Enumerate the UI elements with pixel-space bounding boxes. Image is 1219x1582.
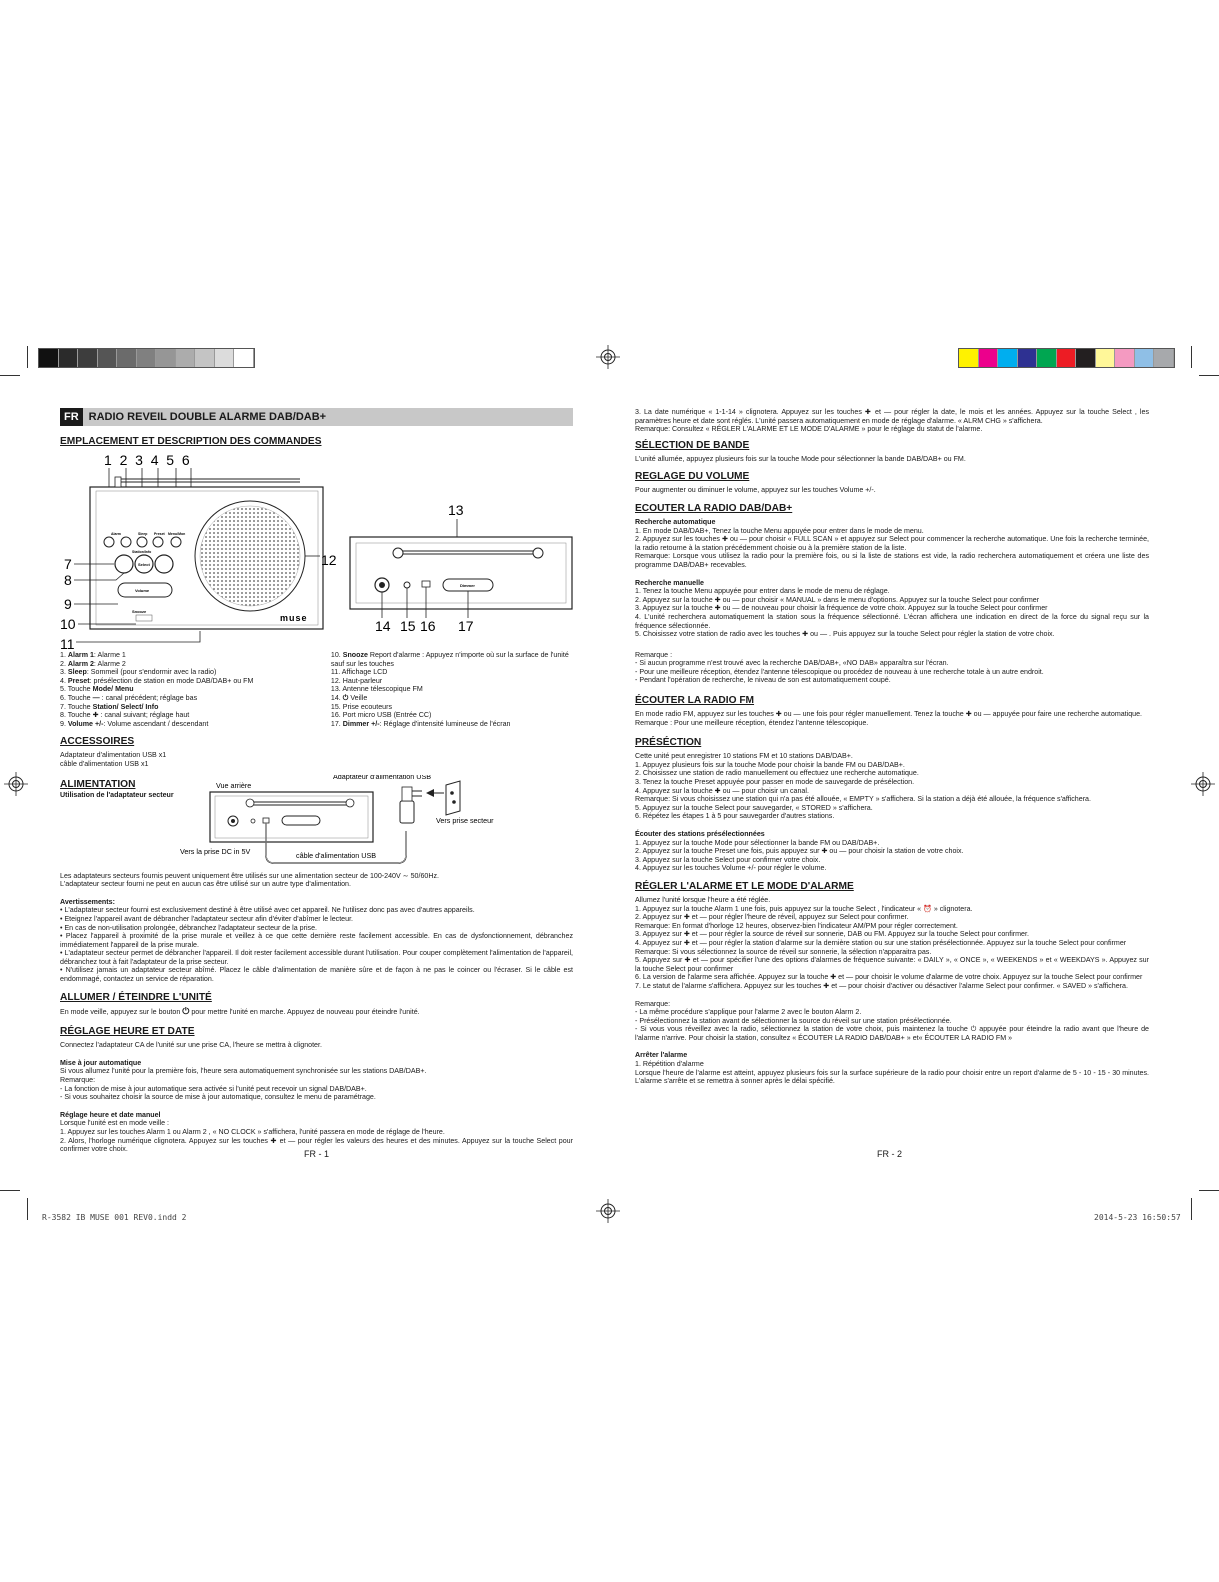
text-line: En mode radio FM, appuyez sur les touches ✚ ou — une fois pour régler manuellement. Tenez la touche ✚ ou — appuyée pour faire une recherche automatique.	[635, 710, 1143, 719]
power-icon: ⏻	[182, 1005, 190, 1016]
svg-text:15: 15	[400, 618, 416, 634]
text-line: • L'adaptateur secteur fourni est exclusivement destiné à être utilisé avec cet appareil. Ne l'utilisez donc pas avec d'autres appareils.	[60, 906, 475, 915]
warnings-list	[60, 906, 573, 983]
color-swatch	[979, 349, 999, 367]
controls-list-left	[60, 651, 323, 728]
fm-heading: ÉCOUTER LA RADIO FM	[635, 695, 755, 707]
text-line: Remarque: Si vous sélectionnez la source de réveil sur sonnerie, la sélection n'apparaitra pas.	[635, 947, 932, 956]
text-line: Remarque: Lorsque vous utilisez la radio pour la première fois, ou si la liste de stations est vide, la radio recherchera automatiquement et créera une liste des programme DAB/DAB+ recevables.	[635, 552, 1149, 569]
alarm-button-drawing	[104, 537, 114, 547]
svg-text:Snooze: Snooze	[132, 609, 147, 614]
text-line: Si vous allumez l'unité pour la première fois, l'heure sera automatiquement synchronisée sur les stations DAB/DAB+.	[60, 1067, 427, 1076]
text-line: Allumez l'unité lorsque l'heure a été réglée.	[635, 895, 771, 904]
gray-swatch	[195, 349, 215, 367]
warnings-title: Avertissements:	[60, 897, 115, 906]
svg-text:Menu/Mon: Menu/Mon	[168, 532, 186, 536]
gray-swatch	[137, 349, 157, 367]
svg-text:Alarm: Alarm	[111, 532, 121, 536]
text-line: 3. Tenez la touche Preset appuyée pour passer en mode de sauvegarde de présélection.	[635, 778, 915, 787]
svg-text:Station/Info: Station/Info	[132, 550, 152, 554]
control-item: 14. ⏻ Veille	[330, 693, 368, 702]
text-line: 1. Appuyez plusieurs fois sur la touche Mode pour choisir la bande FM ou DAB/DAB+.	[635, 760, 905, 769]
text-line: Remarque : Pour une meilleure réception, étendez l'antenne télescopique.	[635, 718, 869, 727]
page-number: FR - 1	[304, 1149, 330, 1159]
gray-swatch	[98, 349, 118, 367]
manual-time-title: Réglage heure et date manuel	[60, 1110, 161, 1119]
svg-text:10: 10	[60, 616, 76, 632]
preset-lines	[635, 752, 1149, 821]
color-swatch	[1096, 349, 1116, 367]
text-line: Remarque :	[635, 650, 673, 659]
text-line: 6. La version de l'alarme sera affichée. Appuyez sur la touche ✚ et — pour choisir le volume d'alarme de votre choix. Appuyez sur la touche Select pour confirmer	[635, 973, 1143, 982]
text-line: 7. Le statut de l'alarme s'affichera. Appuyez sur les touches ✚ et — pour choisir d'activer ou désactiver l'alarme Select pour confirmer. « SAVED » s'affichera.	[635, 981, 1128, 990]
text-line: 5. Choisissez votre station de radio avec les touches ✚ ou — . Puis appuyez sur la touche Select pour régler la station de votre choix.	[635, 630, 1055, 639]
text-line: 6. Répétez les étapes 1 à 5 pour sauvegarder d'autres stations.	[635, 812, 835, 821]
controls-heading: EMPLACEMENT ET DESCRIPTION DES COMMANDES	[60, 436, 322, 447]
text-line: 2. Appuyez sur ✚ et — pour régler l'heure de réveil, appuyez sur Select pour confirmer.	[635, 913, 909, 922]
adapter-text: Les adaptateurs secteurs fournis peuvent uniquement être utilisés sur une alimentation secteur de 100-240V ∼ 50/60Hz.	[60, 871, 439, 880]
text-line: 5. Appuyez sur la touche Select pour sauvegarder, « STORED » s'affichera.	[635, 803, 873, 812]
text-line: 2. Alors, l'horloge numérique clignotera. Appuyez sur les touches ✚ et — pour régler les valeurs des heures et des minutes. Appuyez sur la touche Select pour confirmer votre choix.	[60, 1136, 573, 1154]
volume-text: Pour augmenter ou diminuer le volume, appuyez sur les touches Volume +/-.	[635, 486, 876, 495]
color-calibration-bar	[958, 348, 1175, 368]
wall-socket-drawing	[446, 781, 460, 815]
svg-text:Preset: Preset	[154, 532, 165, 536]
auto-update-title: Mise à jour automatique	[60, 1058, 142, 1067]
svg-text:9: 9	[64, 596, 72, 612]
text-line: - Si vous vous réveillez avec la radio, sélectionnez la station de votre choix, puis maintenez la touche ⏻ appuyée pour éteindre la radio avant que l'heure de l'alarme n'arrive. Pour choisir la station, consultez « ÉCOUTER LA RADIO DAB/DAB+ » et« ÉCOUTER LA RADIO FM »	[635, 1025, 1149, 1042]
controls-figure	[60, 451, 573, 649]
registration-mark-bottom-icon	[596, 1199, 620, 1223]
text-line: Remarque:	[635, 999, 671, 1008]
text-line: - Pendant l'opération de recherche, le niveau de son est automatiquement coupé.	[635, 676, 891, 685]
band-text: L'unité allumée, appuyez plusieurs fois sur la touche Mode pour sélectionner la bande DAB/DAB+ ou FM.	[635, 454, 966, 463]
text-line: • Placez l'appareil à proximité de la prise murale et veillez à ce que cette dernière reste facilement accessible. En cas de dysfonctionnement, débranchez immédiatement l'appareil de la prise murale.	[60, 932, 573, 949]
text-line: 4. Appuyez sur ✚ et — pour régler la station d'alarme sur la dernière station ou sur une station présélectionnée. Appuyez sur la touche Select pour confirmer	[635, 938, 1127, 947]
text-line: 2. Appuyez sur la touche Preset une fois, puis appuyez sur ✚ ou — pour choisir la station de votre choix.	[635, 847, 964, 856]
text-line: - Si vous souhaitez choisir la source de mise à jour automatique, consultez le menu de paramétrage.	[60, 1093, 376, 1102]
alarm-lines	[635, 896, 1149, 991]
text-line: Remarque:	[60, 1076, 96, 1085]
dab-auto-title: Recherche automatique	[635, 517, 716, 526]
dab-remarks	[635, 651, 1149, 685]
language-tag: FR	[60, 408, 83, 426]
text-line: 1. Appuyez sur la touche Mode pour sélectionner la bande FM ou DAB/DAB+.	[635, 838, 880, 847]
onoff-heading: ALLUMER / ÉTEINDRE L'UNITÉ	[60, 991, 212, 1003]
svg-text:13: 13	[448, 502, 464, 518]
text-line: Lorsque l'unité est en mode veille :	[60, 1119, 170, 1128]
slug-timestamp: 2014-5-23 16:50:57	[1094, 1213, 1181, 1222]
accessories-heading: ACCESSOIRES	[60, 736, 135, 748]
listen-preset-title: Écouter des stations présélectionnées	[635, 830, 765, 838]
svg-text:Dimmer: Dimmer	[460, 583, 475, 588]
date-setting-lines	[635, 408, 1149, 434]
svg-text:Adaptateur d'alimentation USB: Adaptateur d'alimentation USB	[333, 774, 432, 781]
gray-swatch	[156, 349, 176, 367]
text-line: 3. Appuyez sur la touche ✚ ou — de nouveau pour choisir la fréquence de votre choix. Appuyez sur la touche Select pour confirmer	[635, 604, 1048, 613]
power-subheading: Utilisation de l'adaptateur secteur	[60, 790, 174, 799]
text-line: Remarque: Si vous choisissez une station qui n'a pas été allouée, « EMPTY » s'affichera. Si la station a déjà été allouée, la fréquence s'affichera.	[635, 795, 1091, 804]
gray-swatch	[78, 349, 98, 367]
control-item: 7. Touche Station/ Select/ Info	[60, 702, 159, 711]
text-line: 1. En mode DAB/DAB+, Tenez la touche Menu appuyée pour entrer dans le mode de menu.	[635, 526, 924, 535]
color-swatch	[1154, 349, 1174, 367]
control-item: 2. Alarm 2: Alarme 2	[60, 659, 126, 668]
control-item: 6. Touche — : canal précédent; réglage bas	[60, 693, 198, 702]
color-swatch	[959, 349, 979, 367]
svg-text:Vue arrière: Vue arrière	[216, 780, 252, 790]
svg-text:Volume: Volume	[135, 588, 150, 593]
power-figure	[60, 775, 573, 870]
text-line: - Si aucun programme n'est trouvé avec la recherche DAB/DAB+, «NO DAB» apparaîtra sur l'écran.	[635, 659, 949, 668]
page-number: FR - 2	[877, 1149, 903, 1159]
control-item: 12. Haut-parleur	[330, 676, 383, 685]
volume-heading: REGLAGE DU VOLUME	[635, 471, 750, 483]
main-title: RADIO REVEIL DOUBLE ALARME DAB/DAB+	[88, 410, 327, 423]
left-page	[60, 408, 573, 1154]
text-line: 4. Appuyez sur les touches Volume +/- pour régler le volume.	[635, 864, 827, 873]
svg-text:16: 16	[420, 618, 436, 634]
gray-swatch	[176, 349, 196, 367]
control-item: 3. Sleep: Sommeil (pour s'endormir avec la radio)	[60, 668, 217, 677]
control-item: 11. Affichage LCD	[330, 668, 388, 677]
gray-swatch	[234, 349, 254, 367]
color-swatch	[1057, 349, 1077, 367]
text-line: • En cas de non-utilisation prolongée, débranchez l'adaptateur secteur de la prise.	[60, 923, 318, 932]
gray-swatch	[215, 349, 235, 367]
text-line: 4. L'unité recherchera automatiquement la station sous la fréquence sélectionné. L'écran affichera une indication en direct de la force du signal reçu sur la fréquence sélectionnée.	[635, 612, 1149, 630]
svg-text:Select: Select	[138, 562, 150, 567]
text-line: - Pour une meilleure réception, étendez l'antenne télescopique ou procédez de nouveau à une recherche totale à un autre endroit.	[635, 667, 1044, 676]
control-item: 5. Touche Mode/ Menu	[60, 685, 134, 694]
stop-alarm-title: Arrêter l'alarme	[635, 1051, 688, 1060]
control-item: 1. Alarm 1: Alarme 1	[60, 651, 126, 659]
gray-swatch	[117, 349, 137, 367]
text-line: • Eteignez l'appareil avant de débrancher l'adaptateur secteur afin d'éviter d'abîmer le lecteur.	[60, 914, 354, 923]
color-swatch	[1018, 349, 1038, 367]
svg-text:7: 7	[64, 556, 72, 572]
text-line: 1. Répétition d'alarme	[635, 1060, 704, 1069]
time-intro: Connectez l'adaptateur CA de l'unité sur une prise CA, l'heure se mettra à clignoter.	[60, 1041, 322, 1050]
adapter-text: L'adaptateur secteur fourni ne peut en aucun cas être utilisé sur un autre type d'alimentation.	[60, 880, 351, 889]
grayscale-calibration-bar	[38, 348, 255, 368]
text-line: - La même procédure s'applique pour l'alarme 2 avec le bouton Alarm 2.	[635, 1008, 862, 1017]
control-item: 10. Snooze Report d'alarme : Appuyez n'importe où sur la surface de l'unité sauf sur les touches	[330, 651, 569, 668]
usb-adapter-drawing	[400, 801, 414, 823]
text-line: Cette unité peut enregistrer 10 stations FM et 10 stations DAB/DAB+.	[635, 752, 853, 761]
text-line: 1. Appuyez sur les touches Alarm 1 ou Alarm 2 , « NO CLOCK » s'affichera, l'unité passera en mode de réglage de l'heure.	[60, 1128, 445, 1136]
svg-text:câble d'alimentation USB: câble d'alimentation USB	[296, 850, 377, 860]
text-line: 5. Appuyez sur ✚ et — pour spécifier l'une des options d'alarmes de fréquence suivante: « DAILY », « ONCE », « WEEKENDS » et « WEEKDAYS ». Appuyez sur la touche Select pour confirmer	[635, 956, 1149, 973]
dab-heading: ECOUTER LA RADIO DAB/DAB+	[635, 502, 793, 514]
control-item: 8. Touche ✚ : canal suivant; réglage haut	[60, 711, 190, 720]
text-line: 3. Appuyez sur la touche Select pour confirmer votre choix.	[635, 855, 821, 864]
text-line: 2. Appuyez sur la touche ✚ ou — pour choisir « MANUAL » dans le menu d'options. Appuyez sur la touche Select pour confirmer	[635, 595, 1040, 604]
svg-text:Sleep: Sleep	[138, 532, 148, 536]
onoff-text: En mode veille, appuyez sur le bouton ⏻ pour mettre l'unité en marche. Appuyez de nouveau pour éteindre l'unité.	[60, 1005, 420, 1016]
svg-text:12: 12	[321, 552, 337, 568]
color-swatch	[1076, 349, 1096, 367]
text-line: - Présélectionnez la station avant de sélectionner la source du réveil sur une station présélectionnée.	[635, 1016, 952, 1025]
time-heading: RÉGLAGE HEURE ET DATE	[60, 1026, 195, 1038]
power-heading: ALIMENTATION	[60, 778, 136, 790]
text-line: Remarque: Consultez « RÉGLER L'ALARME ET LE MODE D'ALARME » pour le réglage du statut de l'alarme.	[635, 425, 983, 434]
registration-mark-right-icon	[1191, 772, 1215, 796]
text-line: • N'utilisez jamais un adaptateur secteur abîmé. Placez le câble d'alimentation de manière sûre et de façon à ne pas le coincer ou l'écraser. Si le câble est endommagé, contactez un service de réparation.	[60, 966, 573, 984]
stop-alarm-lines	[635, 1060, 1149, 1086]
alarm-remarks	[635, 1000, 1149, 1043]
text-line: Remarque: En format d'horloge 12 heures, observez-bien l'indicateur AM/PM pour régler correctement.	[635, 921, 958, 930]
fm-lines	[635, 710, 1149, 727]
control-item: 9. Volume +/-: Volume ascendant / descendant	[60, 719, 209, 728]
accessory-line: Adaptateur d'alimentation USB x1	[60, 751, 167, 760]
dab-auto-lines	[635, 527, 1149, 570]
preset-heading: PRÉSÉCTION	[635, 737, 702, 749]
listen-preset-lines	[635, 839, 1149, 873]
controls-list-right	[331, 651, 573, 728]
text-line: • L'adaptateur secteur permet de débrancher l'appareil. Il doit rester facilement accessible durant l'utilisation. Pour couper complètement l'alimentation de l'appareil, débranchez tout à fait l'adaptateur de la prise secteur.	[60, 949, 573, 966]
controls-list	[60, 651, 573, 728]
text-line: 2. Appuyez sur les touches ✚ ou — pour choisir « FULL SCAN » et appuyez sur Select pour commencer la recherche automatique. Une fois la recherche terminée, la radio retourne à la station précédemment choisie ou à la première station de la liste.	[635, 535, 1149, 552]
text-line: 4. Appuyez sur la touche ✚ ou — pour choisir un canal.	[635, 786, 809, 795]
registration-mark-left-icon	[4, 772, 28, 796]
right-page	[635, 408, 1149, 1086]
dab-manual-lines	[635, 587, 1149, 639]
color-swatch	[1037, 349, 1057, 367]
title-bar	[60, 408, 573, 426]
alarm-heading: RÉGLER L'ALARME ET LE MODE D'ALARME	[635, 880, 854, 892]
color-swatch	[998, 349, 1018, 367]
svg-text:8: 8	[64, 572, 72, 588]
svg-text:17: 17	[458, 618, 474, 634]
svg-text:Vers prise secteur: Vers prise secteur	[436, 815, 494, 825]
gray-swatch	[39, 349, 59, 367]
color-swatch	[1115, 349, 1135, 367]
control-item: 4. Preset: présélection de station en mode DAB/DAB+ ou FM	[60, 676, 254, 685]
svg-text:Vers la prise DC in 5V: Vers la prise DC in 5V	[180, 846, 251, 856]
control-item: 13. Antenne télescopique FM	[330, 685, 423, 694]
text-line: Lorsque l'heure de l'alarme est atteint, appuyez plusieurs fois sur la surface supérieure de la radio pour choisir entre un report d'alarme de 5 - 10 - 15 - 30 minutes. L'alarme s'arrête et se remettra à sonner après le délai spécifié.	[635, 1068, 1149, 1086]
svg-text:11: 11	[60, 636, 75, 649]
registration-mark-top-icon	[596, 345, 620, 369]
dab-manual-title: Recherche manuelle	[635, 578, 704, 587]
text-line: 3. Appuyez sur ✚ et — pour régler la source de réveil sur sonnerie, DAB ou FM. Appuyez sur la touche Select pour confirmer.	[635, 930, 1029, 939]
control-item: 16. Port micro USB (Entrée CC)	[330, 711, 432, 720]
band-heading: SÉLECTION DE BANDE	[635, 439, 750, 451]
auto-update-lines	[60, 1067, 573, 1101]
color-swatch	[1135, 349, 1155, 367]
svg-text:14: 14	[375, 618, 391, 634]
brand-logo-text: muse	[280, 613, 308, 623]
control-item: 15. Prise ecouteurs	[330, 702, 393, 711]
accessory-line: câble d'alimentation USB x1	[60, 759, 149, 768]
figure-top-numbers: 1 2 3 4 5 6	[104, 452, 190, 468]
text-line: - La fonction de mise à jour automatique sera activée si l'unité peut recevoir un signal DAB/DAB+.	[60, 1084, 367, 1093]
gray-swatch	[59, 349, 79, 367]
slug-filename: R-3582 IB MUSE 001 REV0.indd 2	[42, 1213, 187, 1222]
text-line: 2. Choisissez une station de radio manuellement ou effectuez une recherche automatique.	[635, 769, 919, 778]
control-item: 17. Dimmer +/-: Réglage d'intensité lumineuse de l'écran	[330, 719, 511, 728]
text-line: 3. La date numérique « 1-1-14 » clignotera. Appuyez sur les touches ✚ et — pour régler la date, le mois et les années. Appuyez sur la touche Select , les paramètres heure et date sont réglés. L'unité passera automatiquement en mode de réglage d'alarme. « ALRM CHG » s'affichera.	[635, 408, 1149, 425]
text-line: 1. Appuyez sur la touche Alarm 1 une fois, puis appuyez sur la touche Select , l'indicateur « ⏰ » clignotera.	[635, 904, 973, 913]
text-line: 1. Tenez la touche Menu appuyée pour entrer dans le mode de menu de réglage.	[635, 587, 890, 596]
